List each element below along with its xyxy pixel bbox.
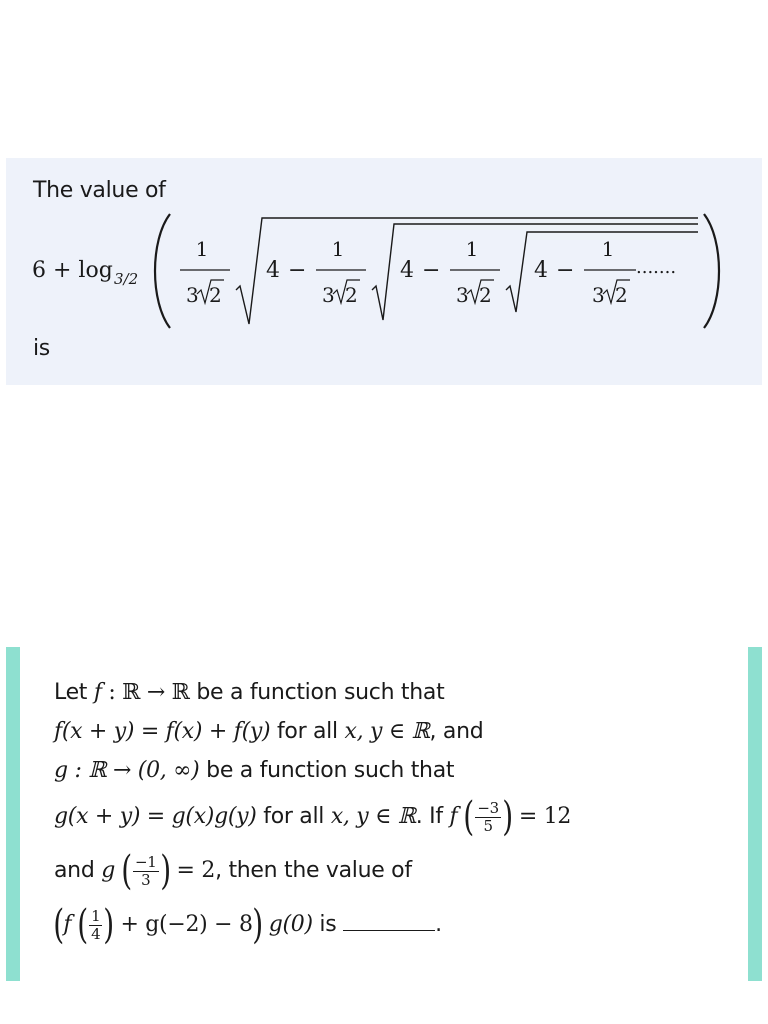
minus-2: − xyxy=(422,258,441,283)
paren-open: ( xyxy=(463,794,475,840)
question-card-2 xyxy=(6,647,762,981)
fraction-neg1-3: $\frac{-1}{3}$ xyxy=(135,852,157,889)
big-right-paren xyxy=(704,214,719,328)
q2-line-5: and g ( $\frac{-1}{3}$ ) = 2, then the value of xyxy=(54,848,412,894)
accent-bar-left xyxy=(6,647,20,981)
four-3: 4 xyxy=(534,258,548,283)
nested-radical-expression xyxy=(32,210,722,332)
question-1-outro: is xyxy=(33,336,50,361)
fraction-1-4: $\frac{1}{4}$ xyxy=(91,906,101,943)
frac2-den-rad: 2 xyxy=(345,283,358,307)
four-1: 4 xyxy=(266,258,280,283)
frac1-den-rad: 2 xyxy=(209,283,222,307)
four-2: 4 xyxy=(400,258,414,283)
paren-close: ) xyxy=(502,794,513,840)
frac3-num: 1 xyxy=(465,237,479,261)
q2-line-1: Let f : ℝ → ℝ be a function such that xyxy=(54,680,445,705)
frac3-den-coef: 3 xyxy=(456,283,469,307)
expression-svg xyxy=(32,210,722,332)
q2-line-2: f(x + y) = f(x) + f(y) for all x, y ∈ ℝ, and xyxy=(54,719,484,744)
expr-base: 3/2 xyxy=(114,270,139,288)
minus-1: − xyxy=(288,258,307,283)
frac1-den-coef: 3 xyxy=(186,283,199,307)
frac4-den-rad: 2 xyxy=(615,283,628,307)
question-2-text xyxy=(54,673,734,952)
accent-bar-right xyxy=(748,647,762,981)
answer-blank xyxy=(343,906,435,931)
q2-line-4: g(x + y) = g(x)g(y) for all x, y ∈ ℝ. If f ( $\frac{-3}{5}$ ) = 12 xyxy=(54,794,572,840)
frac1-num: 1 xyxy=(195,237,209,261)
frac4-num: 1 xyxy=(601,237,615,261)
question-card-1 xyxy=(6,158,762,385)
expr-lead: 6 + log xyxy=(32,258,113,283)
ellipsis: ....... xyxy=(636,257,677,278)
question-1-intro: The value of xyxy=(33,178,166,203)
frac2-den-coef: 3 xyxy=(322,283,335,307)
frac2-num: 1 xyxy=(331,237,345,261)
frac4-den-coef: 3 xyxy=(592,283,605,307)
q2-line-3: g : ℝ → (0, ∞) be a function such that xyxy=(54,758,455,783)
fraction-neg3-5: $\frac{-3}{5}$ xyxy=(477,798,499,835)
q2-line-6: (f ( $\frac{1}{4}$ ) + g(−2) − 8) g(0) is . xyxy=(53,902,442,948)
frac3-den-rad: 2 xyxy=(479,283,492,307)
big-left-paren xyxy=(155,214,170,328)
minus-3: − xyxy=(556,258,575,283)
